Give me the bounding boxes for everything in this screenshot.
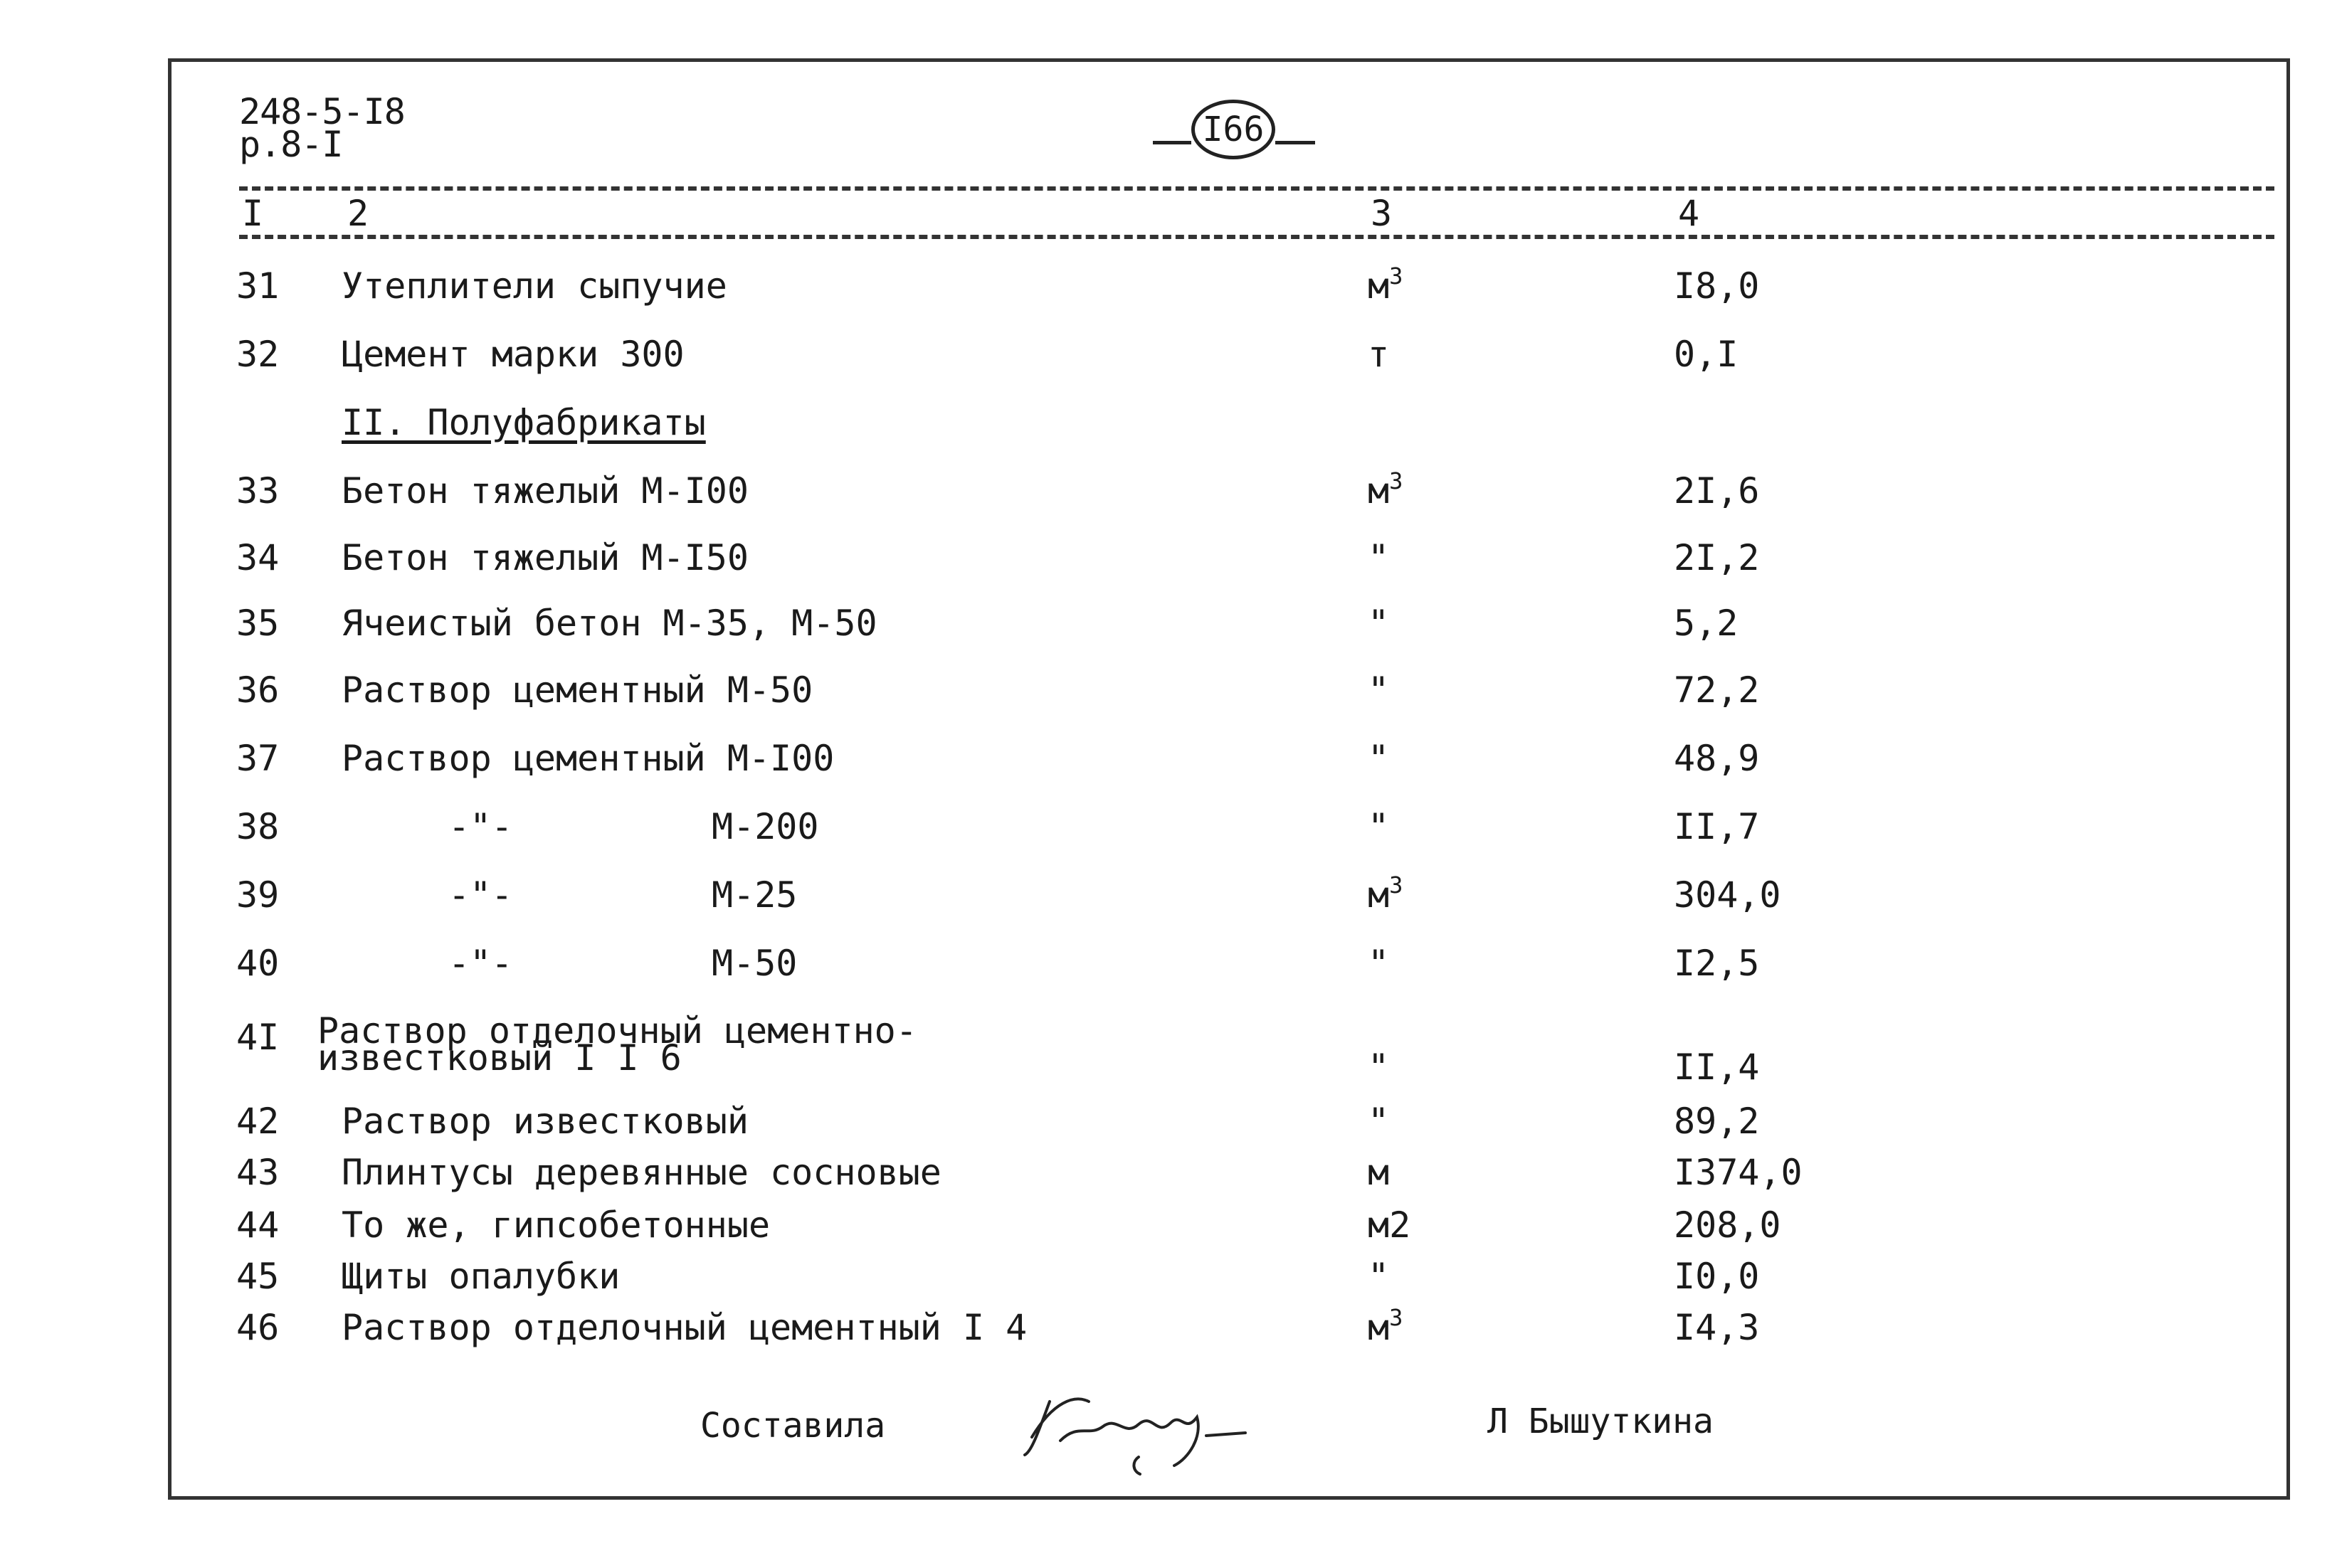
row-quantity: I8,0 <box>1674 265 1760 307</box>
row-unit: $м^3$ <box>1368 1304 1403 1348</box>
row-unit: $м^3$ <box>1368 467 1403 512</box>
page-number-badge <box>1153 98 1324 162</box>
row-name: -"- <box>448 806 513 847</box>
row-quantity: II,7 <box>1674 806 1760 847</box>
row-unit: " <box>1368 669 1390 711</box>
row-name: Раствор цементный М-50 <box>342 669 813 711</box>
row-quantity: I0,0 <box>1674 1256 1760 1297</box>
row-unit: " <box>1368 806 1390 847</box>
table-rule-header <box>239 235 2274 239</box>
row-unit: $м^3$ <box>1368 872 1403 916</box>
row-unit: м2 <box>1368 1204 1411 1246</box>
document-code <box>239 91 405 165</box>
column-header-3: 3 <box>1371 193 1393 234</box>
row-name: Раствор цементный М-I00 <box>342 738 835 779</box>
row-number: 46 <box>236 1307 280 1348</box>
row-name: Плинтусы деревянные сосновые <box>342 1152 941 1193</box>
row-quantity: I374,0 <box>1674 1152 1803 1193</box>
row-name: Утеплители сыпучие <box>342 265 727 307</box>
row-unit: " <box>1368 1256 1390 1297</box>
signature-image <box>1011 1373 1252 1480</box>
table-rule-top <box>239 186 2274 191</box>
row-unit: " <box>1368 1101 1390 1142</box>
row-unit: " <box>1368 603 1390 644</box>
row-number: 33 <box>236 470 280 512</box>
page-number-dash-right <box>1275 141 1315 144</box>
row-quantity: 2I,6 <box>1674 470 1760 512</box>
row-grade: М-200 <box>712 806 819 847</box>
row-number: 45 <box>236 1256 280 1297</box>
row-quantity: 72,2 <box>1674 669 1760 711</box>
row-number: 42 <box>236 1101 280 1142</box>
row-number: 36 <box>236 669 280 711</box>
row-number: 31 <box>236 265 280 307</box>
row-number: 44 <box>236 1204 280 1246</box>
row-unit: т <box>1368 334 1390 375</box>
row-quantity: 208,0 <box>1674 1204 1781 1246</box>
row-unit: " <box>1368 537 1390 578</box>
column-header-1: I <box>242 193 264 234</box>
row-quantity: 5,2 <box>1674 603 1739 644</box>
row-quantity: 304,0 <box>1674 874 1781 916</box>
section-heading: II. Полуфабрикаты <box>342 402 706 443</box>
page-number-dash-left <box>1153 141 1191 144</box>
row-quantity: I2,5 <box>1674 943 1760 984</box>
column-header-2: 2 <box>347 193 369 234</box>
row-name: Бетон тяжелый М-I00 <box>342 470 749 512</box>
row-grade: М-50 <box>712 943 798 984</box>
row-name: Раствор известковый <box>342 1101 749 1142</box>
row-number: 39 <box>236 874 280 916</box>
row-name: Бетон тяжелый М-I50 <box>342 537 749 578</box>
row-name: Раствор отделочный цементно-известковый I I 6 <box>317 1010 917 1079</box>
document-code-line2: p.8-I <box>239 124 343 165</box>
row-quantity: 48,9 <box>1674 738 1760 779</box>
column-header-4: 4 <box>1678 193 1700 234</box>
row-number: 4I <box>236 1017 280 1058</box>
row-grade: М-25 <box>712 874 798 916</box>
row-number: 40 <box>236 943 280 984</box>
compiler-name: Л Бышуткина <box>1487 1402 1714 1441</box>
row-quantity: 2I,2 <box>1674 537 1760 578</box>
row-number: 37 <box>236 738 280 779</box>
row-number: 43 <box>236 1152 280 1193</box>
row-name: -"- <box>448 943 513 984</box>
row-unit: " <box>1368 738 1390 779</box>
row-quantity: I4,3 <box>1674 1307 1760 1348</box>
row-unit: $м^3$ <box>1368 263 1403 307</box>
row-quantity: 89,2 <box>1674 1101 1760 1142</box>
row-name: То же, гипсобетонные <box>342 1204 771 1246</box>
row-number: 34 <box>236 537 280 578</box>
row-unit: м <box>1368 1152 1390 1193</box>
document-code-line1: 248-5-I8 <box>239 91 405 132</box>
row-number: 32 <box>236 334 280 375</box>
row-unit: " <box>1368 1047 1390 1088</box>
row-name: -"- <box>448 874 513 916</box>
row-quantity: II,4 <box>1674 1047 1760 1088</box>
row-name: Ячеистый бетон М-35, М-50 <box>342 603 877 644</box>
row-number: 35 <box>236 603 280 644</box>
row-number: 38 <box>236 806 280 847</box>
row-quantity: 0,I <box>1674 334 1739 375</box>
page-number: I66 <box>1191 100 1275 159</box>
compiled-by-label: Составила <box>700 1406 886 1446</box>
row-name: Цемент марки 300 <box>342 334 685 375</box>
row-name: Щиты опалубки <box>342 1256 621 1297</box>
row-unit: " <box>1368 943 1390 984</box>
row-name: Раствор отделочный цементный I 4 <box>342 1307 1028 1348</box>
